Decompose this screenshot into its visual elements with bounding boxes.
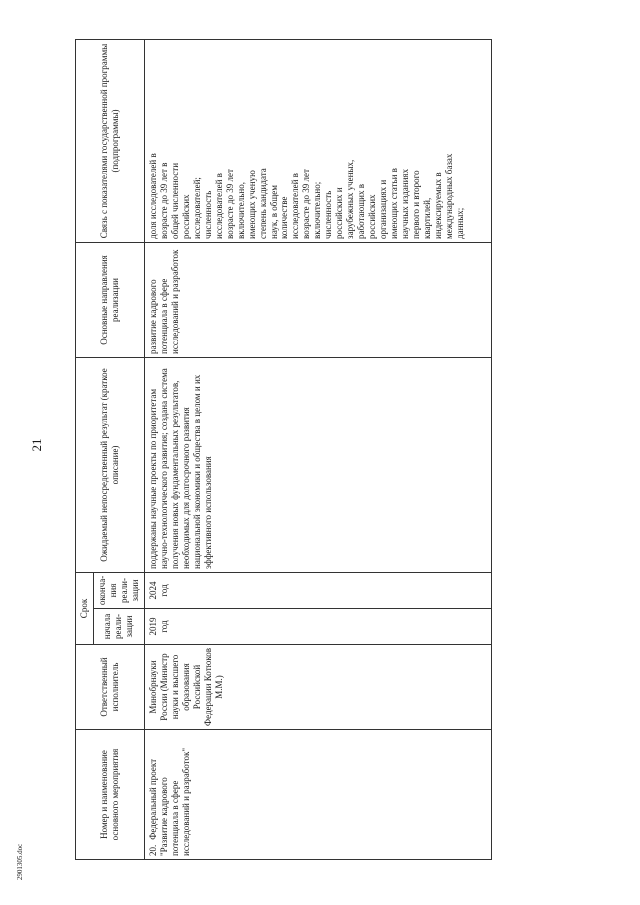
cell-term-end: 2024 год bbox=[144, 572, 491, 608]
header-measure: Номер и наименование основного мероприятия bbox=[76, 730, 145, 860]
page-number: 21 bbox=[29, 438, 44, 452]
links-line: российских и bbox=[334, 187, 345, 239]
header-term: Срок bbox=[76, 572, 94, 644]
links-line: данных; bbox=[454, 207, 465, 239]
links-line: организациях и bbox=[378, 179, 389, 239]
cell-term-start: 2019 год bbox=[144, 609, 491, 645]
header-term-end: оконча-ния реали-зации bbox=[93, 572, 144, 608]
cell-directions: развитие кадрового потенциала в сфере исследований и разработок bbox=[144, 242, 491, 357]
links-line: возрасте до 39 лет bbox=[224, 169, 235, 239]
links-line: возрасте до 39 лет в bbox=[158, 162, 169, 239]
links-line: исследователей в bbox=[213, 173, 224, 239]
links-line: включительно, bbox=[235, 182, 246, 239]
links-line: включительно; bbox=[312, 181, 323, 239]
measures-table bbox=[75, 39, 492, 860]
links-line: численность bbox=[202, 190, 213, 239]
cell-executor: Минобрнауки России (Министр науки и высшего образования Российской Федерации Котюков М.М.) bbox=[144, 645, 491, 730]
links-line: российских bbox=[180, 194, 191, 239]
header-links: Связь с показателями государственной программы (подпрограммы) bbox=[76, 39, 145, 242]
links-line: исследователей; bbox=[191, 177, 202, 239]
links-line: общей численности bbox=[169, 162, 180, 239]
links-line: имеющих статьи в bbox=[389, 168, 400, 239]
links-line: первого и второго bbox=[411, 170, 422, 239]
links-line: исследователей в bbox=[290, 173, 301, 239]
document-file-id: 2901305.doc bbox=[16, 843, 24, 881]
table-row bbox=[144, 39, 491, 859]
row-number: 20. bbox=[147, 844, 158, 856]
links-line: квартилей, bbox=[422, 197, 433, 239]
links-line: зарубежных ученых, bbox=[345, 159, 356, 239]
links-line: международных базах bbox=[444, 153, 454, 239]
header-executor: Ответственный исполнитель bbox=[76, 645, 145, 730]
links-line: работающих в bbox=[356, 184, 367, 239]
links-line: индексируемых в bbox=[433, 172, 444, 239]
links-line: научных изданиях bbox=[400, 168, 411, 239]
measure-name: Федеральный проект "Развитие кадрового потенциала в сфере исследований и разработок" bbox=[147, 747, 191, 856]
links-line: российских bbox=[367, 194, 378, 239]
links-line: доля исследователей в bbox=[147, 153, 158, 239]
rotated-table-frame bbox=[75, 40, 570, 860]
cell-measure bbox=[144, 730, 491, 860]
header-directions: Основные направления реализации bbox=[76, 242, 145, 357]
links-line: наук, в общем bbox=[268, 185, 279, 239]
cell-result: поддержаны научные проекты по приоритетам научно-технологического развития; создана система получения новых фундаментальных результатов, необходимых для долгосрочного развития национальной экономики и общества в целом и их эффективного использования bbox=[144, 357, 491, 572]
cell-links bbox=[144, 39, 491, 242]
header-term-start: начала реали-зации bbox=[93, 609, 144, 645]
links-line: количестве bbox=[279, 196, 290, 239]
links-line: имеющих ученую bbox=[246, 170, 257, 239]
links-line: численность bbox=[323, 190, 334, 239]
header-result: Ожидаемый непосредственный результат (краткое описание) bbox=[76, 357, 145, 572]
links-line: степень кандидата bbox=[257, 168, 268, 239]
links-line: возрасте до 39 лет bbox=[301, 169, 312, 239]
